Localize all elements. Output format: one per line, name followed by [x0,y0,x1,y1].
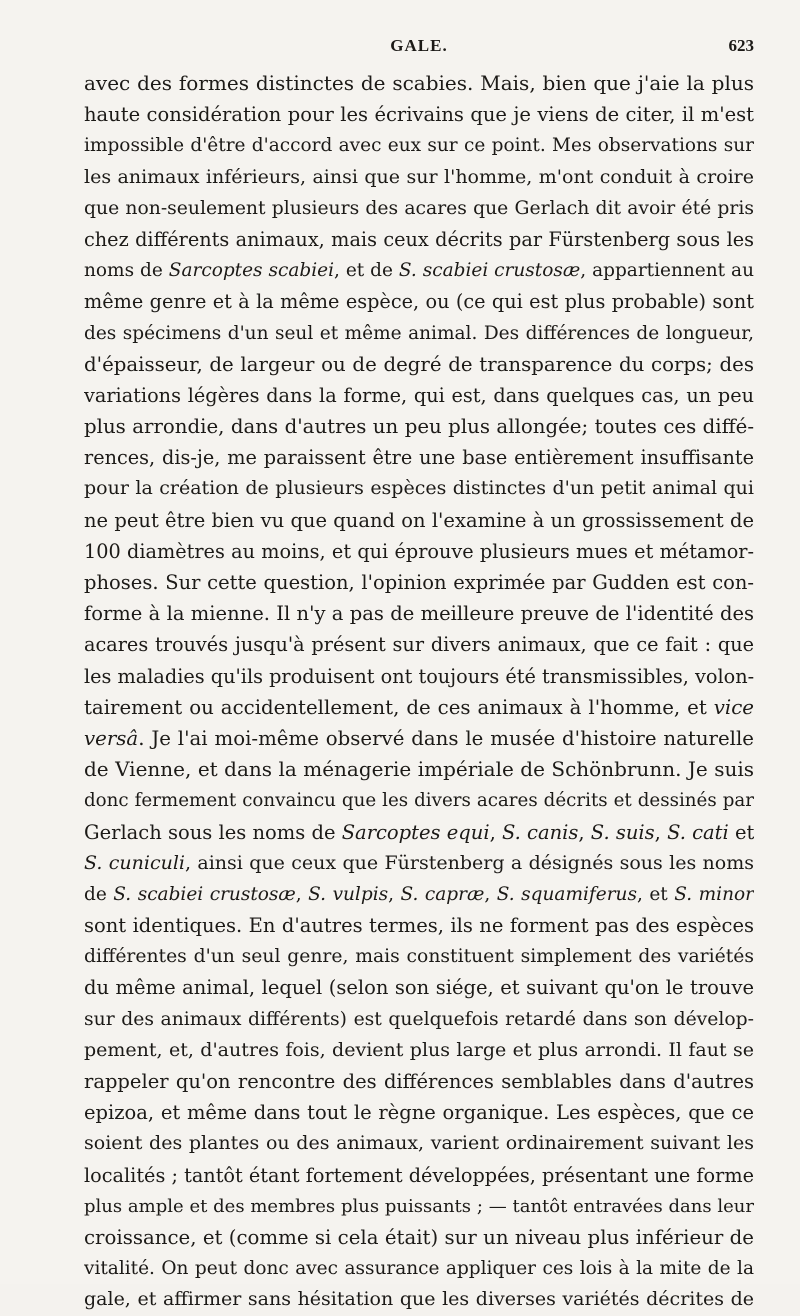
running-title: GALE. [390,36,448,55]
text-segment: phoses. Sur cette question, l'opinion exprimée par Gudden est con- [84,571,754,594]
text-segment: vitalité. On peut donc avec assurance appliquer ces lois à la mite de la [84,1258,754,1280]
text-segment: noms de [84,260,169,282]
italic-term: S. capræ [400,883,485,905]
text-line [84,349,754,380]
text-line [84,1066,754,1097]
text-segment: , [654,820,668,844]
italic-term: S. scabiei crustosæ [113,883,296,905]
text-line [84,224,754,255]
text-segment: de Vienne, et dans la ménagerie impériale de Schönbrunn. Je suis [84,757,754,782]
text-segment: impossible d'être d'accord avec eux sur ce point. Mes observations sur [84,135,754,157]
text-segment: . Je l'ai moi-même observé dans le musée d'histoire naturelle [138,726,754,750]
text-segment: forme à la mienne. Il n'y a pas de meilleure preuve de l'identité des [84,602,754,626]
text-segment: différentes d'un seul genre, mais constituent simplement des variétés [84,946,754,968]
text-line [84,848,754,879]
text-segment: pour la création de plusieurs espèces distinctes d'un petit animal qui [84,477,754,500]
text-line [84,442,754,473]
text-line [84,1035,754,1066]
text-segment: sont identiques. En d'autres termes, ils ne forment pas des espèces [84,914,754,938]
italic-term: S. cati [667,820,729,844]
text-line [84,972,754,1003]
text-line [84,1160,754,1191]
text-line [84,1191,754,1222]
page-number: 623 [728,36,754,55]
text-segment: , ainsi que ceux que Fürstenberg a désignés sous les noms [184,851,754,874]
body-text [84,68,754,1316]
text-segment: plus ample et des membres plus puissants ; — tantôt entravées dans leur [84,1195,754,1217]
italic-term: versâ [84,726,139,750]
text-line [84,380,754,411]
text-line [84,910,754,941]
italic-term: vice [713,695,754,719]
text-line [84,1253,754,1284]
text-segment: des spécimens d'un seul et même animal. Des différences de longueur, [84,322,754,344]
text-line [84,68,754,99]
text-segment: du même animal, lequel (selon son siége, et suivant qu'on le trouve [84,976,754,1000]
text-segment: haute considération pour les écrivains que je viens de citer, il m'est [84,103,754,127]
italic-term: S. cuniculi [84,851,185,874]
text-line [84,536,754,567]
text-line [84,598,754,629]
text-line [84,473,754,504]
text-segment: , [489,820,502,844]
text-segment: acares trouvés jusqu'à présent sur divers animaux, que ce fait : que [84,633,754,657]
italic-term: S. canis [501,820,579,844]
text-segment: pement, et, d'autres fois, devient plus large et plus arrondi. Il faut se [84,1038,754,1061]
text-segment: croissance, et (comme si cela était) sur un niveau plus inférieur de [84,1225,754,1249]
text-segment: et [728,820,754,844]
text-segment: sur des animaux différents) est quelquefois retardé dans son dévelop- [84,1008,754,1030]
italic-term: S. vulpis [308,883,389,905]
text-segment: d'épaisseur, de largeur ou de degré de transparence du corps; des [84,352,754,376]
text-segment: plus arrondie, dans d'autres un peu plus allongée; toutes ces diffé- [84,415,754,439]
text-segment: les animaux inférieurs, ainsi que sur l'homme, m'ont conduit à croire [84,165,754,188]
text-line [84,629,754,660]
text-segment: Gerlach sous les noms de [84,820,342,844]
text-segment: variations légères dans la forme, qui est, dans quelques cas, un peu [84,383,754,407]
text-line [84,1222,754,1253]
text-segment: que non-seulement plusieurs des acares que Gerlach dit avoir été pris [84,197,754,219]
text-segment: ne peut être bien vu que quand on l'examine à un grossissement de [84,508,754,532]
text-segment: soient des plantes ou des animaux, varient ordinairement suivant les [84,1132,754,1155]
text-segment: , et [636,883,675,905]
text-line [84,879,754,910]
text-line [84,785,754,816]
italic-term: Sarcoptes equi [341,820,490,844]
text-line [84,193,754,224]
text-segment: rappeler qu'on rencontre des différences semblables dans d'autres [84,1070,754,1093]
text-line [84,411,754,442]
text-line [84,941,754,972]
text-segment: avec des formes distinctes de scabies. Mais, bien que j'aie la plus [84,71,754,95]
text-line [84,1004,754,1035]
text-line [84,162,754,193]
text-line [84,505,754,536]
text-line [84,99,754,130]
text-line [84,130,754,161]
text-segment: même genre et à la même espèce, ou (ce qui est plus probable) sont [84,290,754,314]
text-line [84,754,754,785]
text-segment: , [578,820,591,844]
text-line [84,286,754,317]
text-line [84,567,754,598]
text-segment: , et de [334,260,399,282]
text-segment: , [484,883,497,905]
text-line [84,661,754,692]
text-line [84,692,754,723]
text-segment: chez différents animaux, mais ceux décrits par Fürstenberg sous les [84,227,754,251]
text-segment: 100 diamètres au moins, et qui éprouve plusieurs mues et métamor- [84,539,754,563]
italic-term: S. scabiei crustosæ [398,260,581,282]
italic-term: Sarcoptes scabiei [168,260,334,282]
text-line [84,255,754,286]
text-segment: rences, dis-je, me paraissent être une base entièrement insuffisante [84,446,754,470]
italic-term: S. minor [674,883,754,905]
text-segment: tairement ou accidentellement, de ces animaux à l'homme, et [84,695,714,719]
text-line [84,1128,754,1159]
text-segment: , [388,883,401,905]
text-segment: de [84,883,114,905]
text-line [84,1097,754,1128]
text-line [84,1284,754,1315]
text-segment: localités ; tantôt étant fortement développées, présentant une forme [84,1163,754,1187]
text-segment: , [295,883,309,905]
italic-term: S. suis [590,820,655,844]
text-segment: gale, et affirmer sans hésitation que les diverses variétés décrites de [84,1288,754,1311]
text-line [84,817,754,848]
text-segment: donc fermement convaincu que les divers acares décrits et dessinés par [84,790,754,812]
italic-term: S. squamiferus [496,883,637,905]
text-line [84,723,754,754]
text-segment: epizoa, et même dans tout le règne organique. Les espèces, que ce [84,1101,754,1125]
text-segment: , appartiennent au [580,260,754,282]
text-segment: les maladies qu'ils produisent ont toujours été transmissibles, volon- [84,664,754,688]
running-head [84,36,754,60]
text-line [84,318,754,349]
